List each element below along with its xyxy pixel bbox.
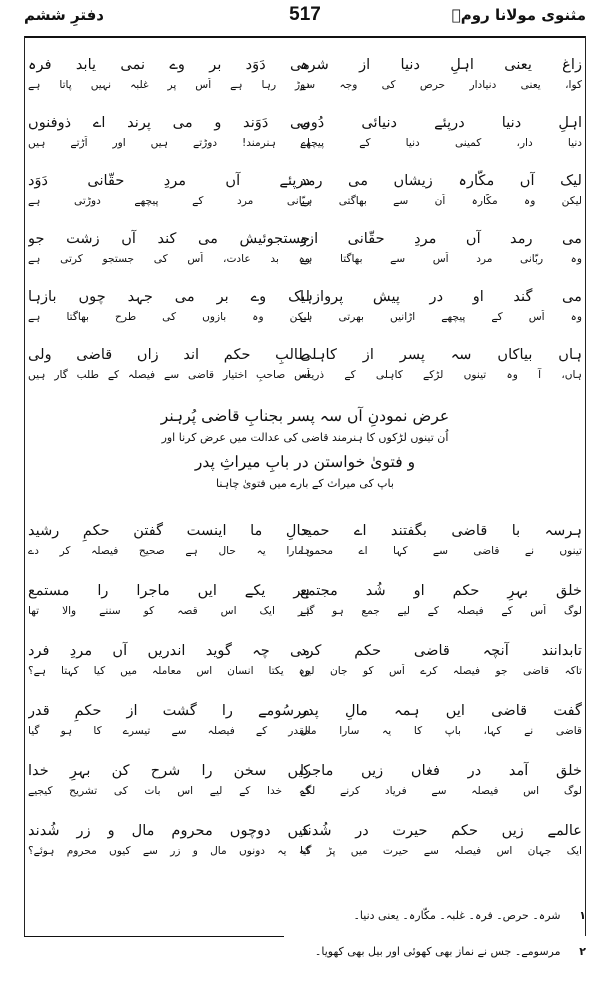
verse-hemistich-right: خلق بہرِ حکم او شُد مجتمع bbox=[300, 582, 582, 599]
page-number: 517 bbox=[289, 4, 321, 25]
translation-right: دنیا دار، کمینی دنیا کے پیچھے bbox=[300, 137, 582, 149]
verse-hemistich-right: زاغ یعنی اہلِ دنیا از شرہ bbox=[300, 56, 582, 73]
translation-right: وہ اُس کے پیچھے اڑانیں بھرتی ہے bbox=[300, 311, 582, 323]
footnote bbox=[24, 908, 586, 924]
translation-right: تاکہ قاضی جو فیصلہ کرے اُس کو جان لیں bbox=[300, 665, 582, 677]
verse-hemistich-left: درپئے آں مردِ حقّانی دَوَد bbox=[28, 172, 310, 189]
section-heading: و فتویٰ خواستن در بابِ میراثِ پدر bbox=[194, 453, 416, 471]
translation-left: لیکن وہ بازوں کی طرح بھاگتا ہے bbox=[28, 311, 310, 323]
verse-hemistich-right: می گند او در پیش پروازہا bbox=[300, 288, 582, 305]
translation-left: اُس صاحبِ اختیار قاضی سے فیصلہ کے طلب گار ہیں bbox=[28, 369, 310, 381]
translation-left: کہ یہ دونوں مال و زر سے کیوں محروم ہوئے؟ bbox=[28, 845, 310, 857]
header-rule bbox=[24, 36, 586, 38]
verse-hemistich-left: کیں دوچوں محروم مال و زر شُدند bbox=[28, 822, 310, 839]
footnote-number: ۲ bbox=[579, 945, 586, 958]
verse-hemistich-right: اہلِ دنیا درپئے دنیائی دُوں bbox=[300, 114, 582, 131]
verse-hemistich-left: مرسُومے را گشت از حکمِ قدر bbox=[28, 702, 310, 719]
translation-left: ہمارا یہ حال ہے صحیح فیصلہ کر دے bbox=[28, 545, 310, 557]
translation-left: مقدر کے فیصلہ سے تیسرے کا ہو گیا bbox=[28, 725, 310, 737]
verse-hemistich-left: می دَوَند و می پرند اے ذوفنوں bbox=[28, 114, 310, 131]
verse-hemistich-left: کیں سخن را شرح کن بہرِ خدا bbox=[28, 762, 310, 779]
translation-left: وہ بد عادت، اُس کی جستجو کرتی ہے bbox=[28, 253, 310, 265]
translation-right: ہاں، آ وہ تینوں لڑکے کاہلی کے ذریعہ bbox=[300, 369, 582, 381]
translation-right: تینوں نے قاضی سے کہا اے محمود! bbox=[300, 545, 582, 557]
verse-hemistich-right: گفت قاضی ایں ہمہ مالِ پدر bbox=[300, 702, 582, 719]
volume-label: دفترِ ششم bbox=[24, 6, 104, 24]
section-heading-translation: اُن تینوں لڑکوں کا ہنرمند قاضی کی عدالت میں عرض کرنا اور bbox=[161, 431, 449, 444]
footnote-text: شرہ۔ حرص۔ فرہ۔ غلبہ۔ مکّارہ۔ یعنی دنیا۔ bbox=[353, 909, 561, 922]
verse-hemistich-right: ہاں بیاکاں سہ پسر از کاہلی bbox=[300, 346, 582, 363]
page-header bbox=[24, 6, 586, 34]
translation-right: ایک جہان اس فیصلہ سے حیرت میں پڑ گیا bbox=[300, 845, 582, 857]
verse-hemistich-left: می دَوَد بر وے نمی یابد فرہ bbox=[28, 56, 310, 73]
verse-hemistich-right: عالمے زیں حکم حیرت در شُدند bbox=[300, 822, 582, 839]
verse-hemistich-right: می رمد آں مردِ حقّانی ازو bbox=[300, 230, 582, 247]
translation-right: قاضی نے کہا، باپ کا یہ سارا مال bbox=[300, 725, 582, 737]
book-title: مثنوی مولانا رومؒ bbox=[451, 6, 586, 24]
translation-right: لیکن وہ مکّارہ اُن سے بھاگتی ہے bbox=[300, 195, 582, 207]
verse-hemistich-left: حالِ ما اینست گفتن حکمِ رشید bbox=[28, 522, 310, 539]
verse-hemistich-left: لیک وے بر می جہد چوں بازہا bbox=[28, 288, 310, 305]
verse-hemistich-left: جستجوئیش می کند آں زشت جو bbox=[28, 230, 310, 247]
section-heading: عرض نمودنِ آں سہ پسر بجنابِ قاضی پُرہنر bbox=[160, 407, 450, 425]
verse-hemistich-left: طالبِ حکم اند زاں قاضی ولی bbox=[28, 346, 310, 363]
translation-left: دوڑ رہا ہے اُس پر غلبہ نہیں پاتا ہے bbox=[28, 79, 310, 91]
translation-right: کوا، یعنی دنیادار حرص کی وجہ سے bbox=[300, 79, 582, 91]
footnote-rule bbox=[24, 936, 284, 937]
translation-right: لوگ اُس کے فیصلہ کے لیے جمع ہو گئے bbox=[300, 605, 582, 617]
footnote bbox=[24, 944, 586, 960]
verse-hemistich-right: لیک آں مکّارہ زیشاں می رمد bbox=[300, 172, 582, 189]
footnote-number: ۱ bbox=[579, 909, 586, 922]
verse-hemistich-right: تابدانند آنچہ قاضی حکم کرد bbox=[300, 642, 582, 659]
verse-hemistich-left: می چہ گوید اندریں آں مردِ فرد bbox=[28, 642, 310, 659]
verse-hemistich-right: ہرسہ با قاضی بگفتند اے حمید bbox=[300, 522, 582, 539]
section-heading-translation: باپ کی میراث کے بارے میں فتویٰ چاہنا bbox=[216, 477, 394, 490]
translation-left: کہ خدا کے لیے اس بات کی تشریح کیجیے bbox=[28, 785, 310, 797]
translation-left: ہر ایک اس قصہ کو سننے والا تھا bbox=[28, 605, 310, 617]
translation-left: اے ہنرمند! دوڑتے ہیں اور اُڑتے ہیں bbox=[28, 137, 310, 149]
translation-right: لوگ اس فیصلہ سے فریاد کرنے لگے bbox=[300, 785, 582, 797]
translation-left: ربّانی مرد کے پیچھے دوڑتی ہے bbox=[28, 195, 310, 207]
translation-right: وہ ربّانی مرد اُس سے بھاگتا ہے bbox=[300, 253, 582, 265]
verse-hemistich-right: خلق آمد در فغاں زیں ماجرا bbox=[300, 762, 582, 779]
verse-hemistich-left: ہر یکے ایں ماجرا را مستمع bbox=[28, 582, 310, 599]
footnote-text: مرسومے۔ جس نے نماز بھی کھوئی اور بیل بھی کھویا۔ bbox=[314, 945, 561, 958]
translation-left: وہ یکتا انسان اس معاملہ میں کیا کہتا ہے؟ bbox=[28, 665, 310, 677]
